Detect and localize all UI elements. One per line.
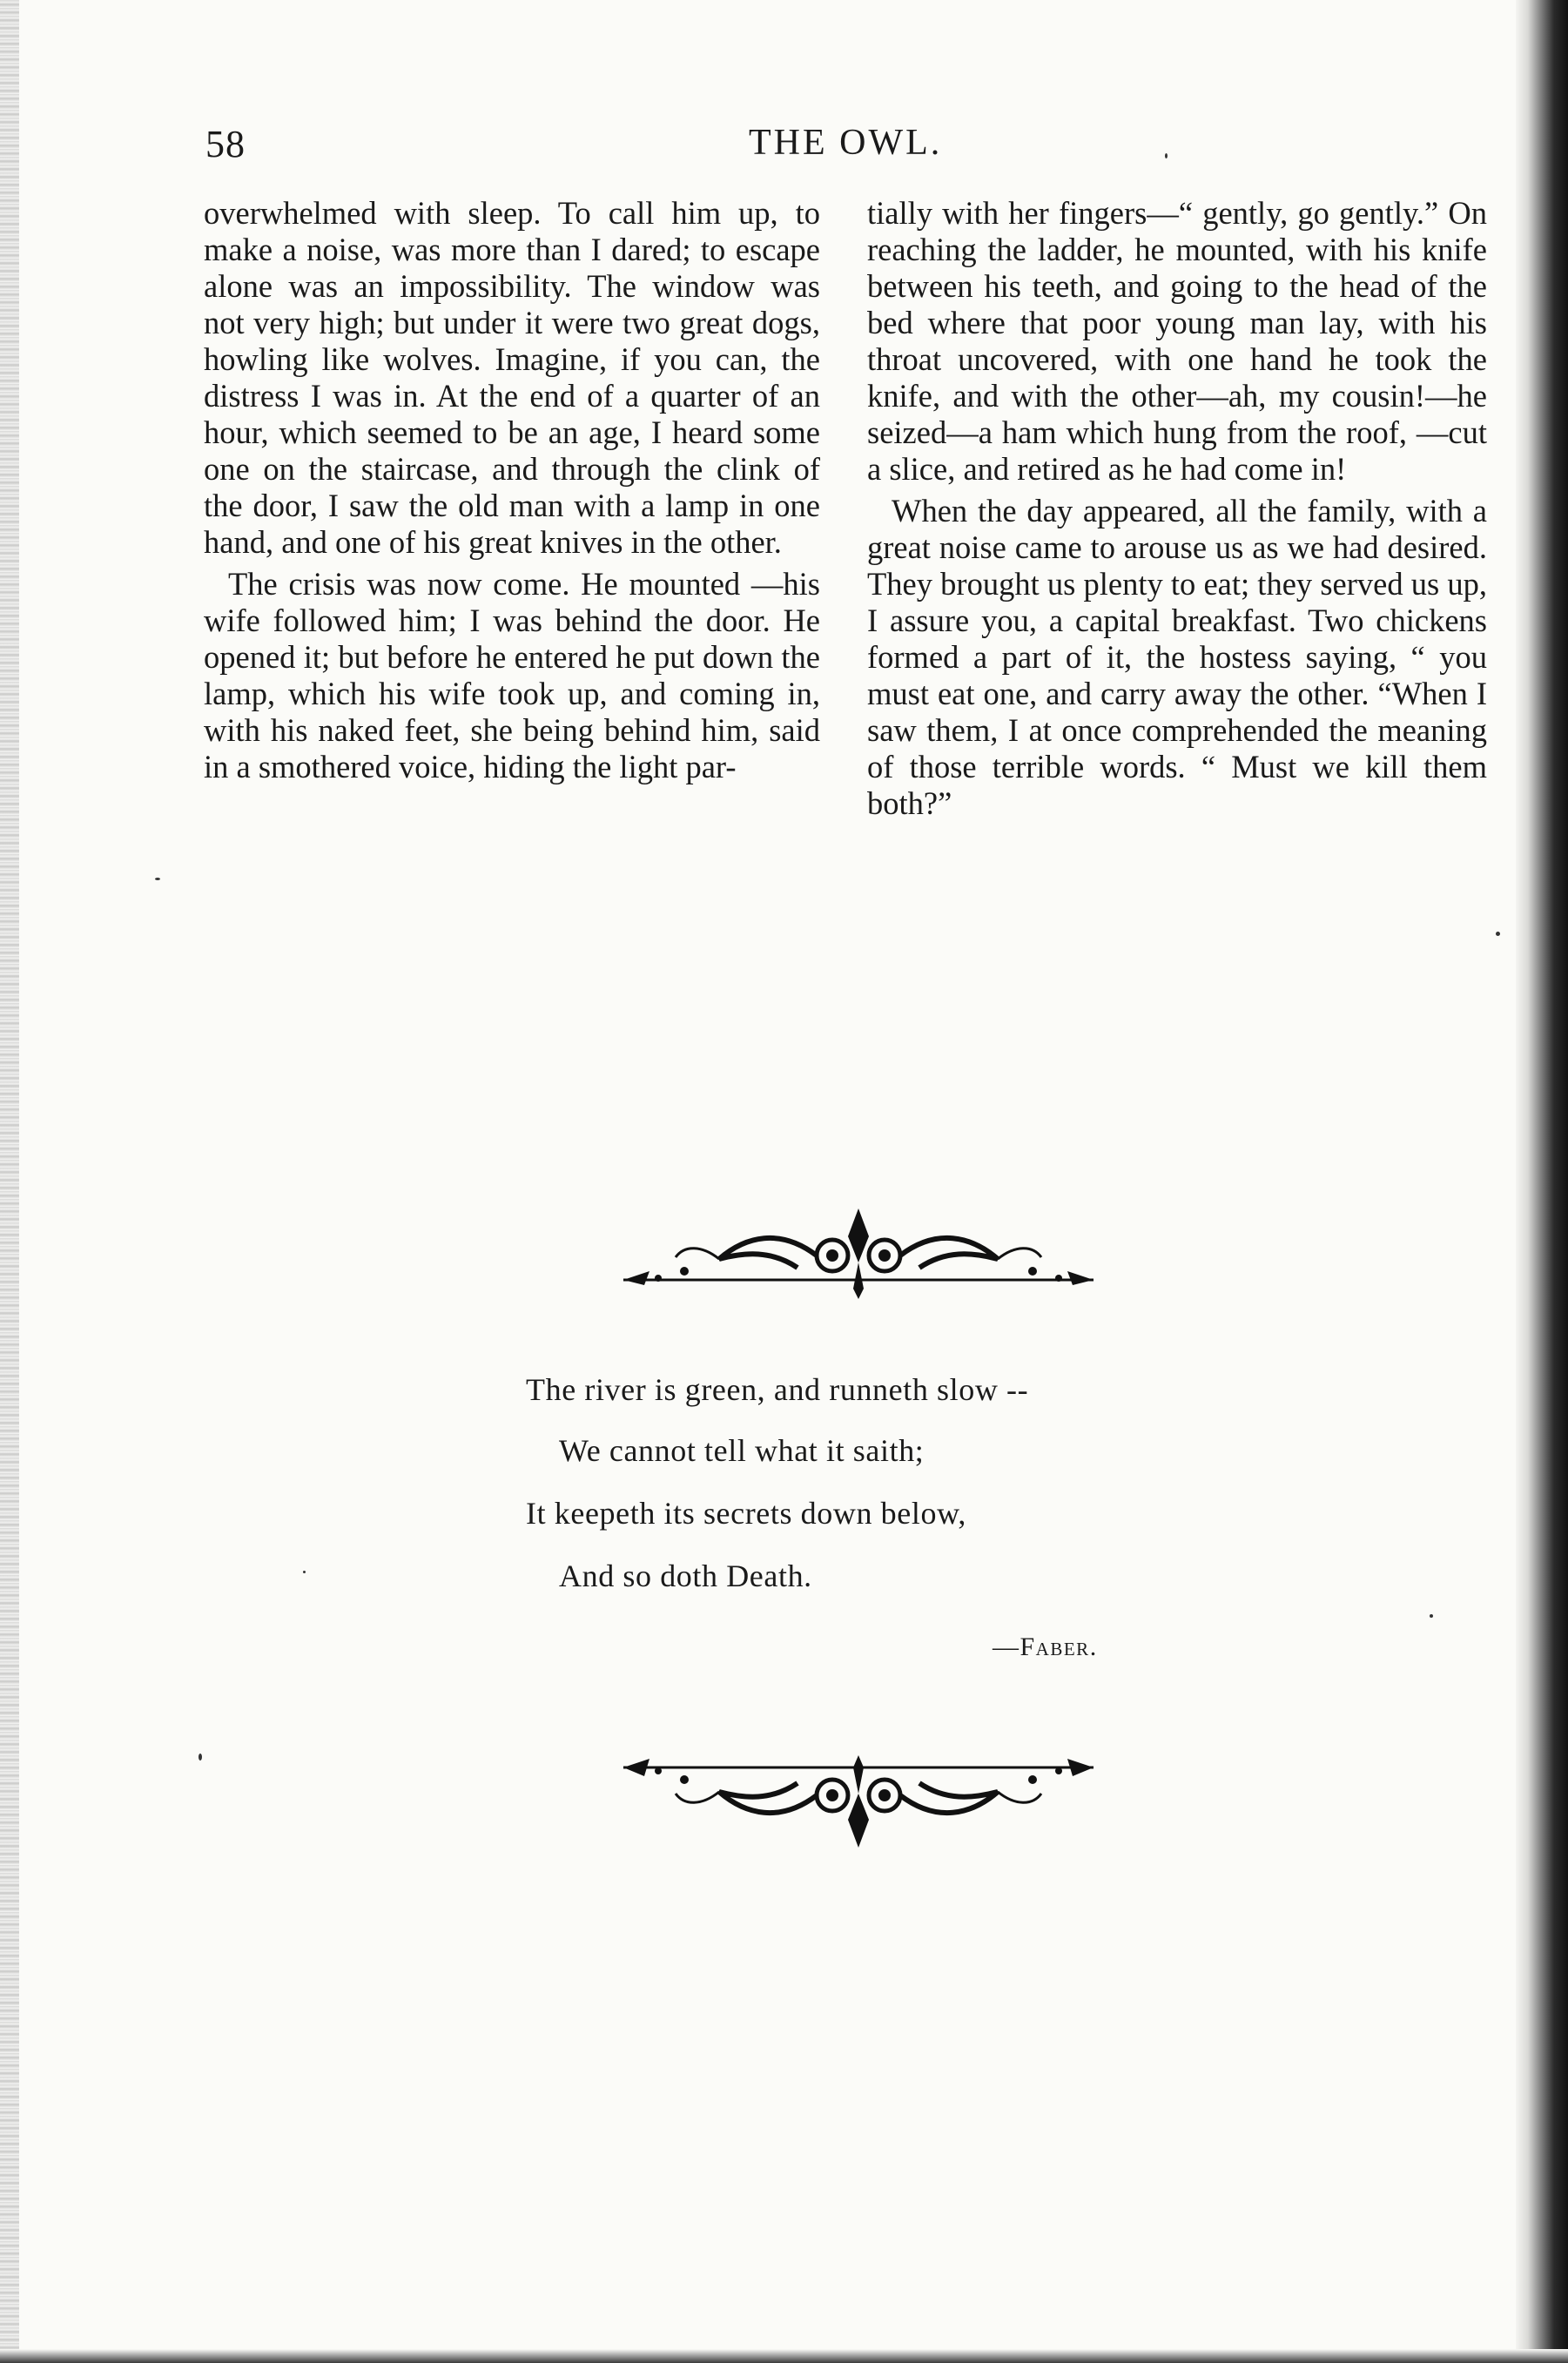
left-paragraph-2: The crisis was now come. He mounted —his wife followed him; I was behind the door. He opened it; but before he entered he put down the lamp, which his wife took up, and coming in, with his naked feet, she being behind him, said in a smothered voice, hiding the light par-: [204, 566, 820, 784]
scan-speck: [1430, 1614, 1433, 1618]
poem-line-1: The river is green, and runneth slow --: [526, 1372, 1029, 1407]
scan-speck: [1165, 153, 1168, 158]
running-head: THE OWL.: [749, 123, 943, 163]
right-paragraph-1: tially with her fingers—“ gently, go gently.” On reaching the ladder, he mounted, with his knife between his teeth, and going to the head of the bed where that poor young man lay, with his throat uncovered, with one hand he took the knife, and with the other—ah, my cousin!—he seized—a ham which hung from the roof, —cut a slice, and retired as he had come in!: [867, 195, 1487, 487]
left-paragraph-1: overwhelmed with sleep. To call him up, to make a noise, was more than I dared; to escape alone was an impossibility. The window was not very high; but under it were two great dogs, howling like wolves. Imagine, if you can, the distress I was in. At the end of a quarter of an hour, which seemed to be an age, I heard some one on the staircase, and through the clink of the door, I saw the old man with a lamp in one hand, and one of his great knives in the other.: [204, 195, 820, 560]
scan-speck: [199, 1754, 202, 1760]
scan-bottom-edge: [0, 2349, 1568, 2363]
poem-attribution: —Faber.: [993, 1633, 1098, 1661]
scan-speck: [1496, 932, 1500, 936]
poem-line-2: We cannot tell what it saith;: [559, 1433, 925, 1468]
poem-line-4: And so doth Death.: [559, 1559, 812, 1593]
right-column: [867, 195, 1487, 822]
top-scroll-ornament: [623, 1202, 1094, 1306]
poem-line-3: It keepeth its secrets down below,: [526, 1496, 966, 1531]
scan-left-edge: [0, 0, 19, 2363]
bottom-scroll-ornament: [623, 1741, 1094, 1855]
left-column: [204, 195, 820, 785]
scan-speck: [155, 878, 160, 880]
page-number: 58: [205, 123, 246, 165]
scan-right-edge: [1516, 0, 1568, 2363]
right-paragraph-2: When the day appeared, all the family, with a great noise came to arouse us as we had desired. They brought us plenty to eat; they served us up, I assure you, a capital breakfast. Two chickens formed a part of it, the hostess saying, “ you must eat one, and carry away the other. “When I saw them, I at once comprehended the meaning of those terrible words. “ Must we kill them both?”: [867, 493, 1487, 821]
scan-speck: [303, 1571, 306, 1573]
